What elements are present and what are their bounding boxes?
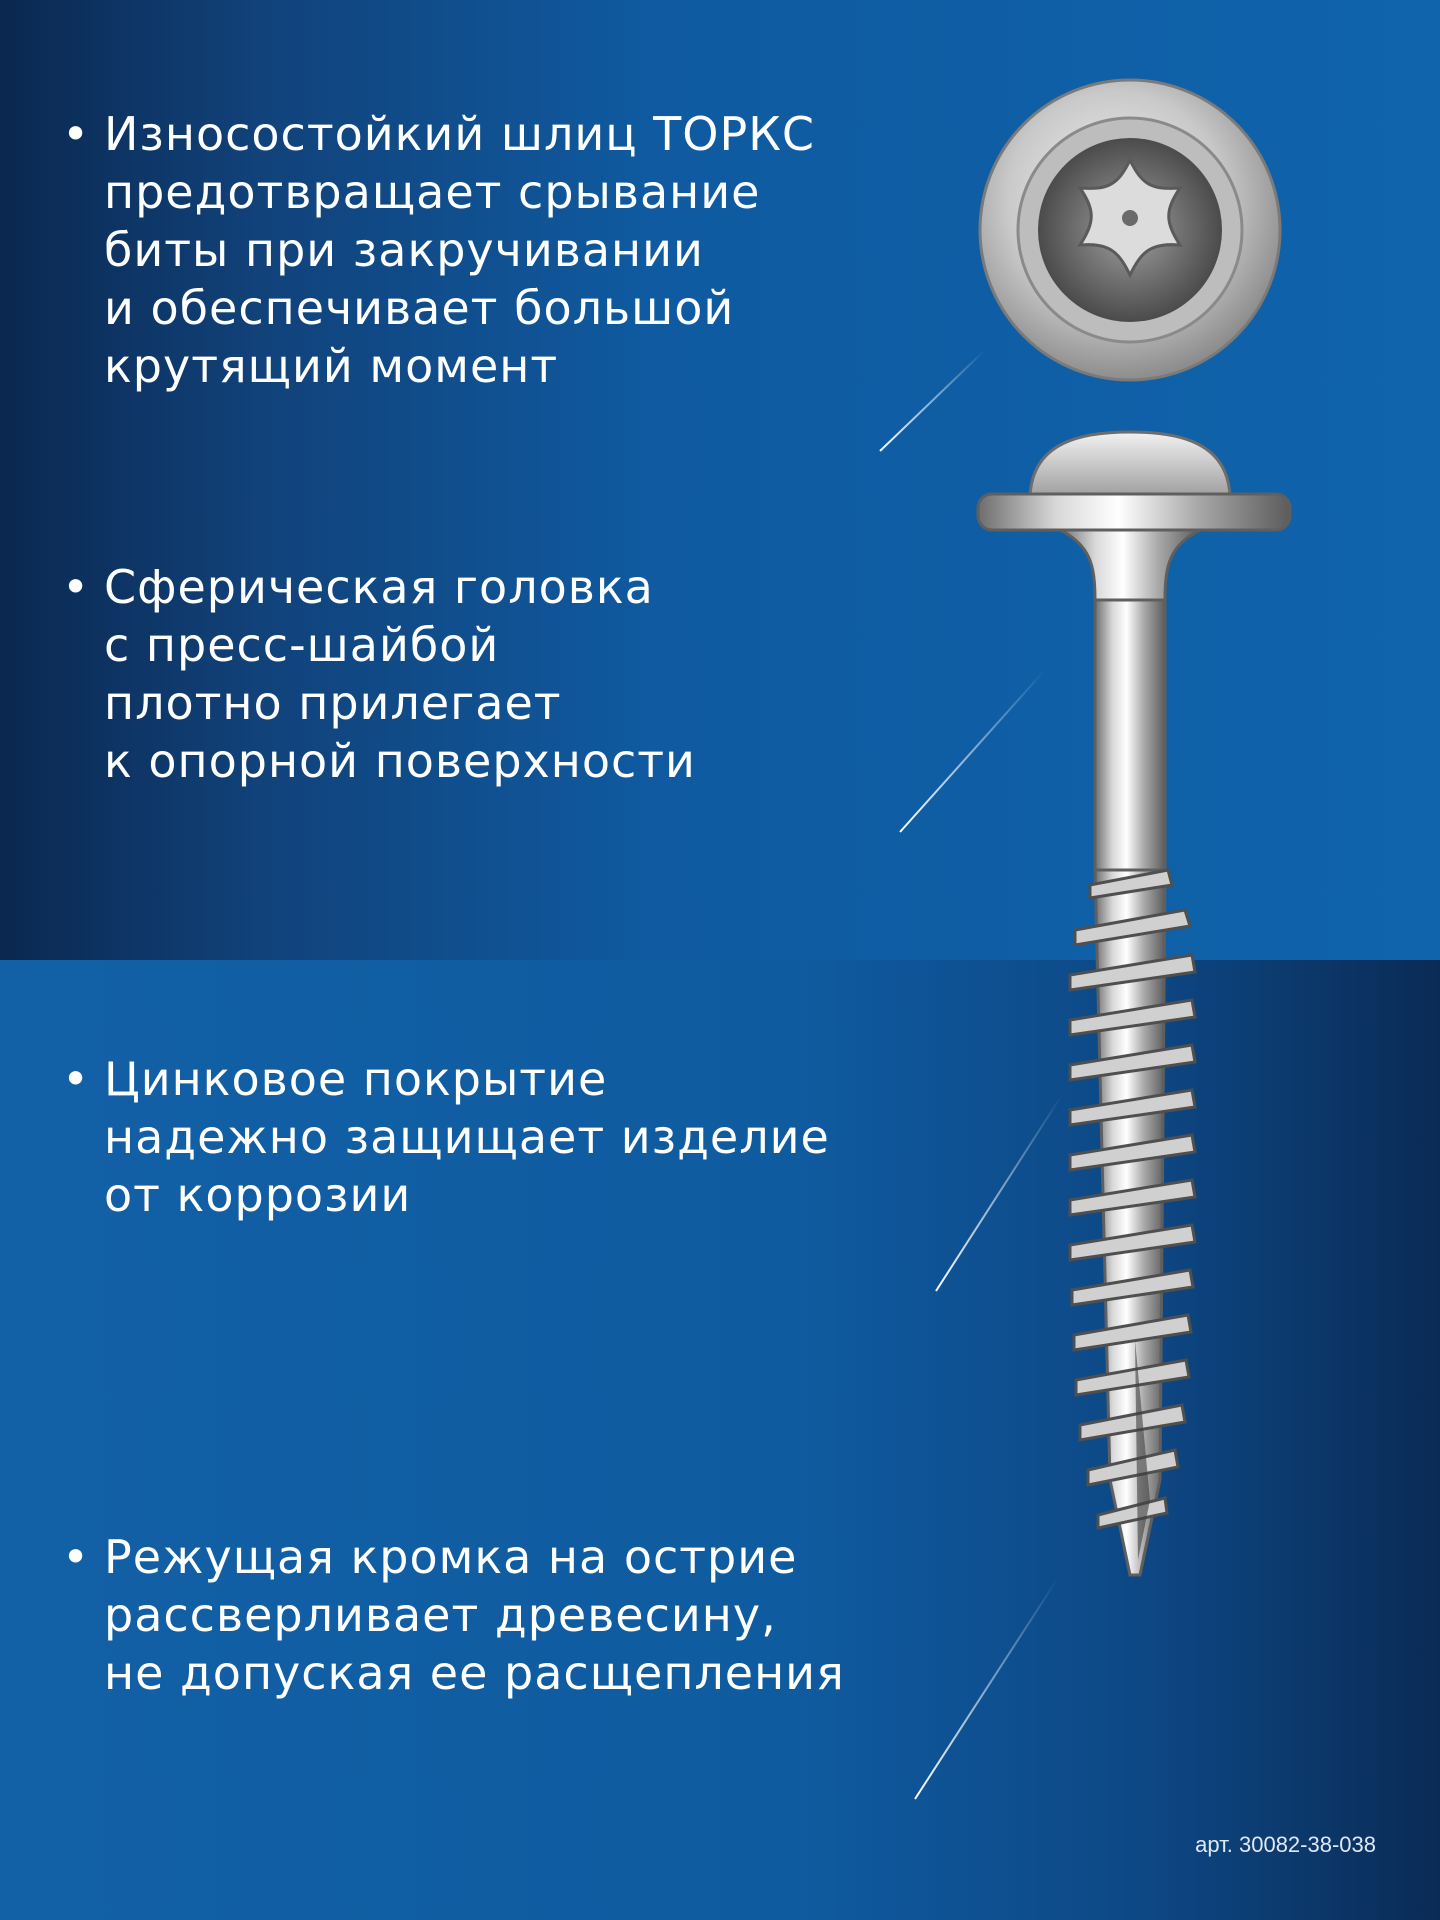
feature-text: Износостойкий шлиц ТОРКС предотвращает срывание биты при закручивании и обеспечивает большой крутящий момент: [104, 107, 815, 393]
screw-head-top-view: [980, 80, 1280, 380]
feature-text: Режущая кромка на острие рассверливает древесину, не допуская ее расщепления: [104, 1530, 845, 1700]
feature-zinc-coating: [62, 1050, 862, 1224]
feature-spherical-head: [62, 558, 862, 790]
bullet-icon: •: [62, 1052, 91, 1106]
feature-text: Сферическая головка с пресс-шайбой плотно прилегает к опорной поверхности: [104, 560, 696, 788]
bullet-icon: •: [62, 560, 91, 614]
feature-cutting-edge: [62, 1528, 862, 1702]
feature-text: Цинковое покрытие надежно защищает изделие от коррозии: [104, 1052, 830, 1222]
article-number: арт. 30082-38-038: [1195, 1832, 1376, 1857]
bullet-icon: •: [62, 107, 91, 161]
feature-torx-slot: [62, 105, 862, 395]
bullet-icon: •: [62, 1530, 91, 1584]
screw-side-view: [978, 432, 1290, 1575]
